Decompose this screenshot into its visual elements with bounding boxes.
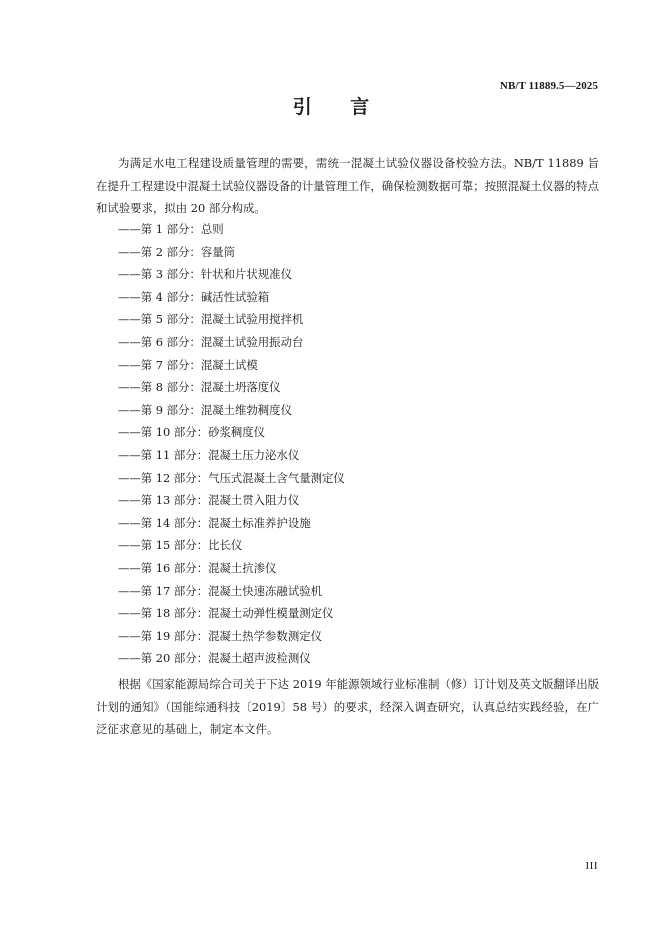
list-item: ——第 13 部分：混凝土贯入阻力仪 bbox=[118, 493, 300, 508]
list-item: ——第 3 部分：针状和片状规准仪 bbox=[118, 267, 292, 282]
list-item: ——第 12 部分：气压式混凝土含气量测定仪 bbox=[118, 470, 345, 485]
list-item: ——第 6 部分：混凝土试验用振动台 bbox=[118, 334, 304, 349]
page-title: 引 言 bbox=[292, 96, 386, 118]
list-item: ——第 18 部分：混凝土动弹性模量测定仪 bbox=[118, 606, 334, 621]
intro-paragraph: 为满足水电工程建设质量管理的需要，需统一混凝土试验仪器设备校验方法。NB/T 11889 旨在提升工程建设中混凝土试验仪器设备的计量管理工作，确保检测数据可靠；按照混凝土仪器的特点和试验要求，拟由 20 部分构成。 bbox=[96, 156, 599, 216]
list-item: ——第 8 部分：混凝土坍落度仪 bbox=[118, 380, 281, 395]
list-item: ——第 14 部分：混凝土标准养护设施 bbox=[118, 515, 311, 530]
closing-paragraph: 根据《国家能源局综合司关于下达 2019 年能源领域行业标准制（修）订计划及英文版翻译出版计划的通知》（国能综通科技〔2019〕58 号）的要求，经深入调查研究，认真总结实践经验，在广泛征求意见的基础上，制定本文件。 bbox=[96, 677, 599, 737]
list-item: ——第 2 部分：容量筒 bbox=[118, 244, 236, 259]
list-item: ——第 19 部分：混凝土热学参数测定仪 bbox=[118, 628, 322, 643]
list-item: ——第 17 部分：混凝土快速冻融试验机 bbox=[118, 583, 322, 598]
list-item: ——第 16 部分：混凝土抗渗仪 bbox=[118, 560, 277, 575]
list-item: ——第 1 部分：总则 bbox=[118, 222, 224, 236]
list-item: ——第 4 部分：碱活性试验箱 bbox=[118, 289, 270, 304]
list-item: ——第 10 部分：砂浆稠度仪 bbox=[118, 425, 266, 440]
list-item: ——第 5 部分：混凝土试验用搅拌机 bbox=[118, 312, 304, 327]
list-item: ——第 7 部分：混凝土试模 bbox=[118, 357, 258, 372]
page-number: III bbox=[585, 860, 598, 872]
parts-list bbox=[118, 218, 598, 670]
list-item: ——第 15 部分：比长仪 bbox=[118, 538, 243, 553]
list-item: ——第 9 部分：混凝土维勃稠度仪 bbox=[118, 402, 292, 417]
standard-code: NB/T 11889.5—2025 bbox=[499, 80, 598, 92]
list-item: ——第 20 部分：混凝土超声波检测仪 bbox=[118, 651, 311, 666]
list-item: ——第 11 部分：混凝土压力泌水仪 bbox=[118, 447, 300, 462]
